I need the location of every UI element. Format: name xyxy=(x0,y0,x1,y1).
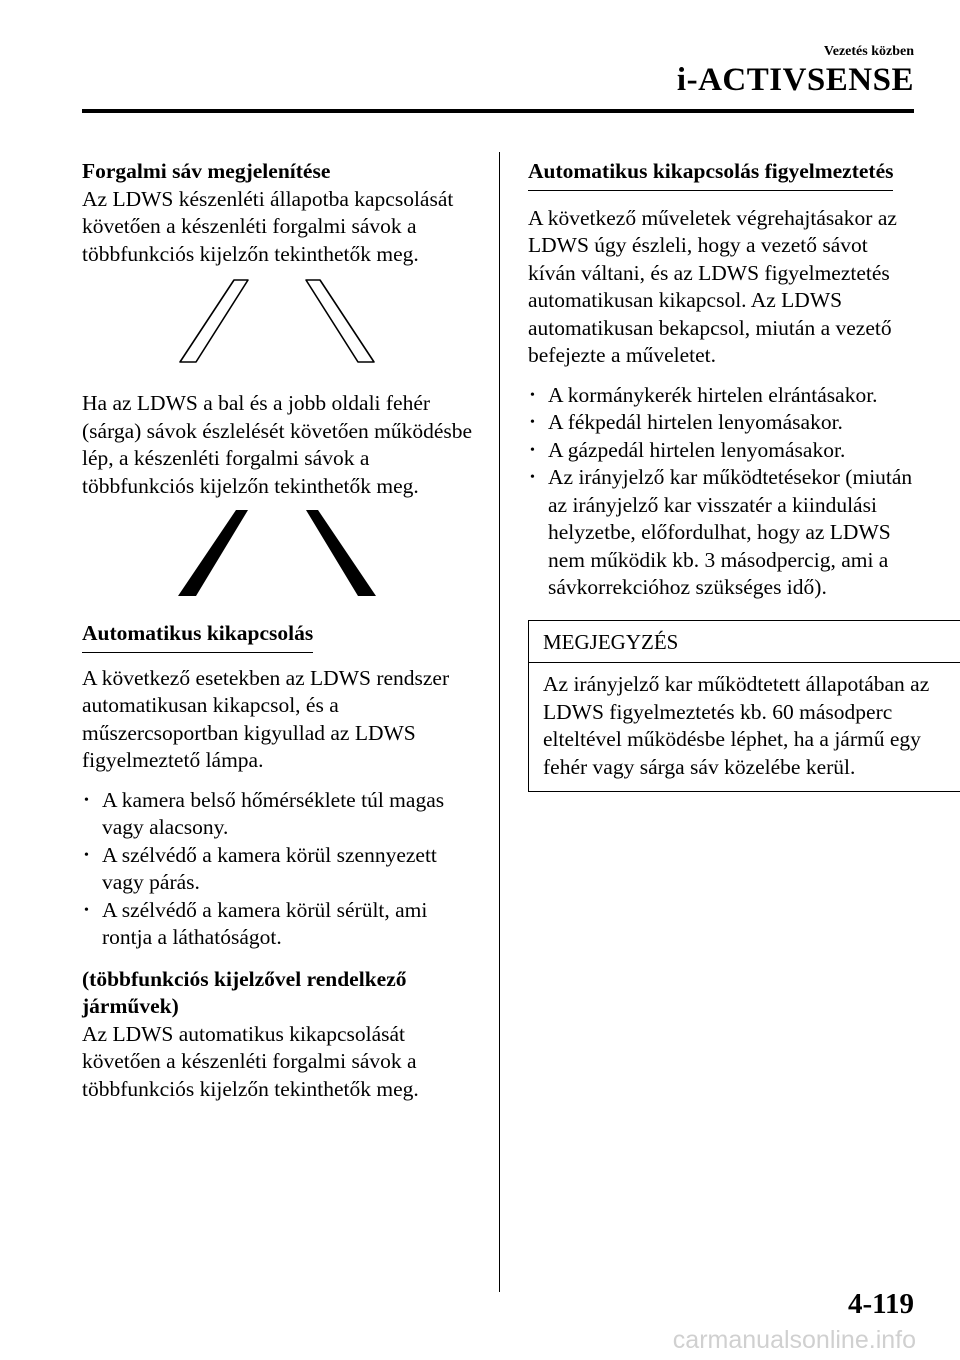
left-lane-filled xyxy=(178,510,248,596)
right-lane-filled xyxy=(306,510,376,596)
bullet-item: • A kormánykerék hirtelen elrántásakor. xyxy=(528,382,914,410)
bullet-dot-icon: • xyxy=(84,847,89,863)
bullet-dot-icon: • xyxy=(530,415,535,430)
heading-auto-off: Automatikus kikapcsolás xyxy=(82,620,313,653)
subheading-lane-display: Forgalmi sáv megjelenítése xyxy=(82,159,331,183)
bullet-item: • A szélvédő a kamera körül sérült, ami rontja a láthatóságot. xyxy=(84,897,428,949)
standby-lanes-figure xyxy=(82,274,482,380)
bullet-dot-icon: • xyxy=(84,902,89,918)
paragraph-lanes-detected: Ha az LDWS a bal és a jobb oldali fehér (sárga) sávok észlelését követően működésbe lép, a készenléti forgalmi sávok a többfunkciós kijelzőn tekinthetők meg. xyxy=(82,391,473,498)
bullet-dot-icon: • xyxy=(530,387,535,403)
paragraph-multifunction-vehicles: Az LDWS automatikus kikapcsolását követően a készenléti forgalmi sávok a többfunkciós kijelzőn tekinthetők meg. xyxy=(82,1021,419,1101)
subheading-multifunction-vehicles: (többfunkciós kijelzővel rendelkező járművek) xyxy=(82,966,407,1018)
paragraph-warning-intro: A következő műveletek végrehajtásakor az LDWS úgy észleli, hogy a vezető sávot kíván váltani, és az LDWS figyelmeztetés automatikusan kikapcsol. Az LDWS automatikusan bekapcsol, miután a vezető befejezte a műveletet. xyxy=(528,205,897,367)
right-column xyxy=(528,158,930,792)
bullet-item: • A gázpedál hirtelen lenyomásakor. xyxy=(528,437,914,465)
note-title: MEGJEGYZÉS xyxy=(529,621,960,664)
active-lanes-figure xyxy=(82,504,482,608)
left-column xyxy=(82,158,482,1103)
note-text: Az irányjelző kar működtetett állapotában az LDWS figyelmeztetés kb. 60 másodperc elteltével működésbe léphet, ha a jármű egy fehér vagy sárga sáv közelébe kerül. xyxy=(543,672,930,779)
column-divider xyxy=(499,152,500,1292)
header-rule xyxy=(82,109,914,113)
paragraph-lane-display: Az LDWS készenléti állapotba kapcsolását követően a készenléti forgalmi sávok a többfunkciós kijelzőn tekinthetők meg. xyxy=(82,186,454,266)
header-title: i-ACTIVSENSE xyxy=(676,62,914,98)
right-lane-outline xyxy=(306,280,374,362)
bullet-item: • A kamera belső hőmérséklete túl magas vagy alacsony. xyxy=(84,787,445,839)
bullet-item: • A szélvédő a kamera körül szennyezett vagy párás. xyxy=(84,842,437,894)
header-section-label: Vezetés közben xyxy=(823,44,914,59)
bullet-dot-icon: • xyxy=(530,470,535,485)
bullet-dot-icon: • xyxy=(84,792,89,808)
left-lane-outline xyxy=(180,280,248,362)
bullet-item: • Az irányjelző kar működtetésekor (miután az irányjelző kar visszatér a kiindulási helyzetbe, előfordulhat, hogy az LDWS nem működik kb. 3 másodpercig, ami a sávkorrekcióhoz szükséges idő). xyxy=(530,465,913,599)
heading-auto-off-warning: Automatikus kikapcsolás figyelmeztetés xyxy=(528,158,893,191)
paragraph-auto-off-intro: A következő esetekben az LDWS rendszer automatikusan kikapcsol, és a műszercsoportban kigyullad az LDWS figyelmeztető lámpa. xyxy=(82,665,450,772)
bullet-item: • A fékpedál hirtelen lenyomásakor. xyxy=(528,409,914,437)
bullet-dot-icon: • xyxy=(530,442,535,458)
watermark: carmanualsonline.info xyxy=(672,1326,916,1354)
auto-off-bullet-list xyxy=(82,787,482,952)
page-number: 4-119 xyxy=(847,1288,914,1320)
note-box xyxy=(528,620,960,793)
warning-bullet-list xyxy=(528,382,914,602)
